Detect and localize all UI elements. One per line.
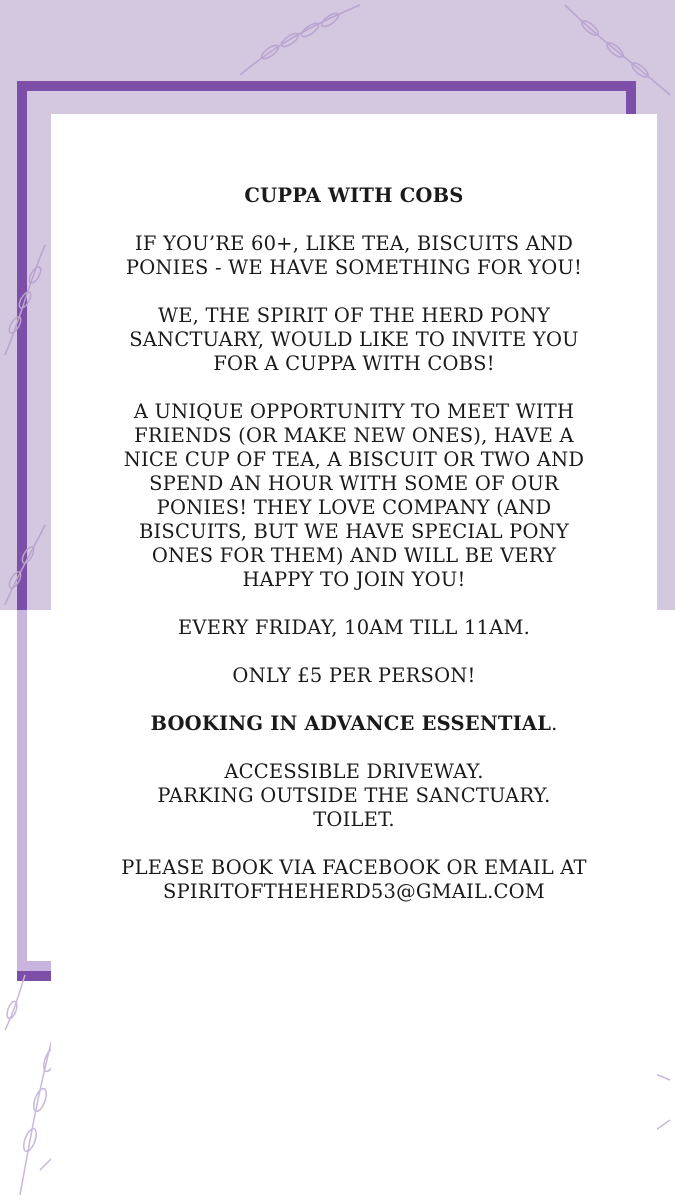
facility-item: ACCESSIBLE DRIVEWAY. xyxy=(224,760,484,783)
description-line: NICE CUP OF TEA, A BISCUIT OR TWO AND xyxy=(123,448,585,471)
poster-title: CUPPA WITH COBS xyxy=(244,184,464,207)
intro-line: PONIES - WE HAVE SOMETHING FOR YOU! xyxy=(125,256,583,279)
facility-item: TOILET. xyxy=(313,808,395,831)
price-text: ONLY £5 PER PERSON! xyxy=(232,664,476,687)
invite-paragraph xyxy=(51,304,657,376)
description-paragraph xyxy=(51,400,657,592)
facility-item: PARKING OUTSIDE THE SANCTUARY. xyxy=(157,784,551,807)
booking-note-suffix: . xyxy=(551,712,558,735)
lavender-sprig-icon xyxy=(0,240,50,360)
invite-line: FOR A CUPPA WITH COBS! xyxy=(213,352,495,375)
description-line: SPEND AN HOUR WITH SOME OF OUR xyxy=(149,472,559,495)
description-line: BISCUITS, BUT WE HAVE SPECIAL PONY xyxy=(138,520,569,543)
schedule-text: EVERY FRIDAY, 10AM TILL 11AM. xyxy=(177,616,531,639)
frame-lower-left-edge xyxy=(17,610,27,971)
description-line: HAPPY TO JOIN YOU! xyxy=(242,568,466,591)
intro-paragraph xyxy=(51,232,657,280)
contact-line: PLEASE BOOK VIA FACEBOOK OR EMAIL AT xyxy=(121,856,587,879)
description-line: PONIES! THEY LOVE COMPANY (AND xyxy=(156,496,552,519)
description-line: A UNIQUE OPPORTUNITY TO MEET WITH xyxy=(133,400,575,423)
facilities-paragraph xyxy=(51,760,657,832)
booking-note xyxy=(51,712,657,736)
invite-line: SANCTUARY, WOULD LIKE TO INVITE YOU xyxy=(129,328,579,351)
contact-paragraph xyxy=(51,856,657,904)
invite-line: WE, THE SPIRIT OF THE HERD PONY xyxy=(157,304,551,327)
intro-line: IF YOU’RE 60+, LIKE TEA, BISCUITS AND xyxy=(134,232,574,255)
poster-content xyxy=(51,184,657,928)
lavender-sprig-icon xyxy=(230,0,370,80)
lavender-sprig-icon xyxy=(0,520,50,610)
description-line: ONES FOR THEM) AND WILL BE VERY xyxy=(151,544,557,567)
lavender-sprig-icon xyxy=(560,0,675,100)
booking-note-bold: BOOKING IN ADVANCE ESSENTIAL xyxy=(150,712,552,735)
contact-email: SPIRITOFTHEHERD53@GMAIL.COM xyxy=(163,880,545,903)
description-line: FRIENDS (OR MAKE NEW ONES), HAVE A xyxy=(134,424,574,447)
